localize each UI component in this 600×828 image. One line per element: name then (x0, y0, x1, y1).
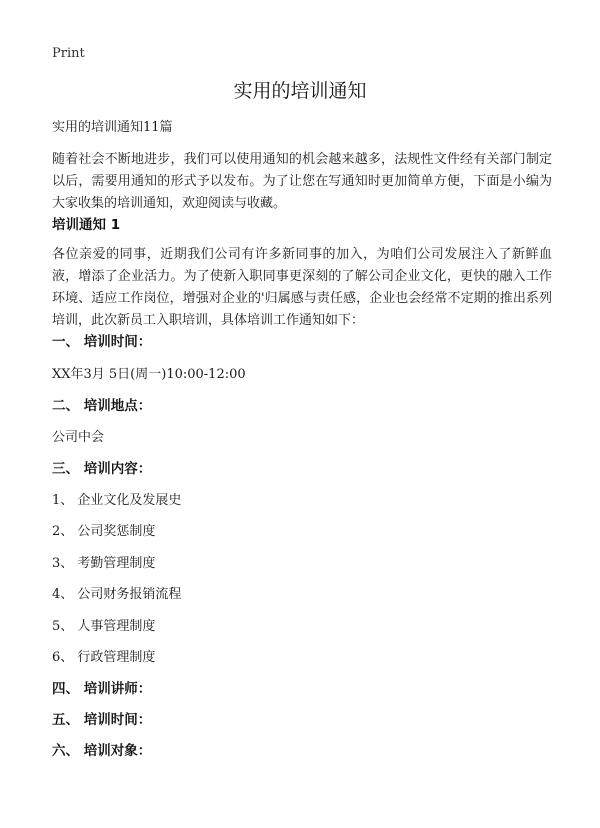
page-title: 实用的培训通知 (233, 80, 367, 102)
section-training-time-2-heading: 五、 培训时间： (52, 712, 152, 728)
document-subtitle: 实用的培训通知11篇 (52, 120, 173, 135)
content-list-item: 2、 公司奖惩制度 (52, 524, 156, 539)
intro-paragraph: 随着社会不断地进步，我们可以使用通知的机会越来越多，法规性文件经有关部门制定以后，需要用通知的形式予以发布。为了让您在写通知时更加简单方便，下面是小编为大家收集的培训通知，欢迎阅读与收藏。 (52, 152, 552, 211)
training-time-value: XX年3月 5日(周一)10:00-12:00 (52, 367, 246, 382)
section-training-time-heading: 一、 培训时间： (52, 334, 152, 350)
print-link[interactable]: Print (52, 46, 85, 61)
section-lecturer-heading: 四、 培训讲师： (52, 681, 152, 697)
content-list-item: 4、 公司财务报销流程 (52, 587, 182, 602)
section-training-location-heading: 二、 培训地点： (52, 398, 152, 414)
section-audience-heading: 六、 培训对象： (52, 743, 152, 759)
training-location-value: 公司中会 (52, 430, 105, 445)
notice-body-paragraph: 各位亲爱的同事，近期我们公司有许多新同事的加入，为咱们公司发展注入了新鲜血液，增添了企业活力。为了使新入职同事更深刻的了解公司企业文化，更快的融入工作环境、适应工作岗位，增强对企业的'归属感与责任感，企业也会经常不定期的推出系列培训，此次新员工入职培训，具体培训工作通知如下： (52, 247, 552, 328)
content-list-item: 5、 人事管理制度 (52, 619, 156, 634)
section-training-content-heading: 三、 培训内容： (52, 461, 152, 477)
content-list-item: 1、 企业文化及发展史 (52, 493, 182, 508)
notice-heading: 培训通知 1 (52, 217, 121, 233)
content-list-item: 6、 行政管理制度 (52, 650, 156, 665)
content-list-item: 3、 考勤管理制度 (52, 556, 156, 571)
